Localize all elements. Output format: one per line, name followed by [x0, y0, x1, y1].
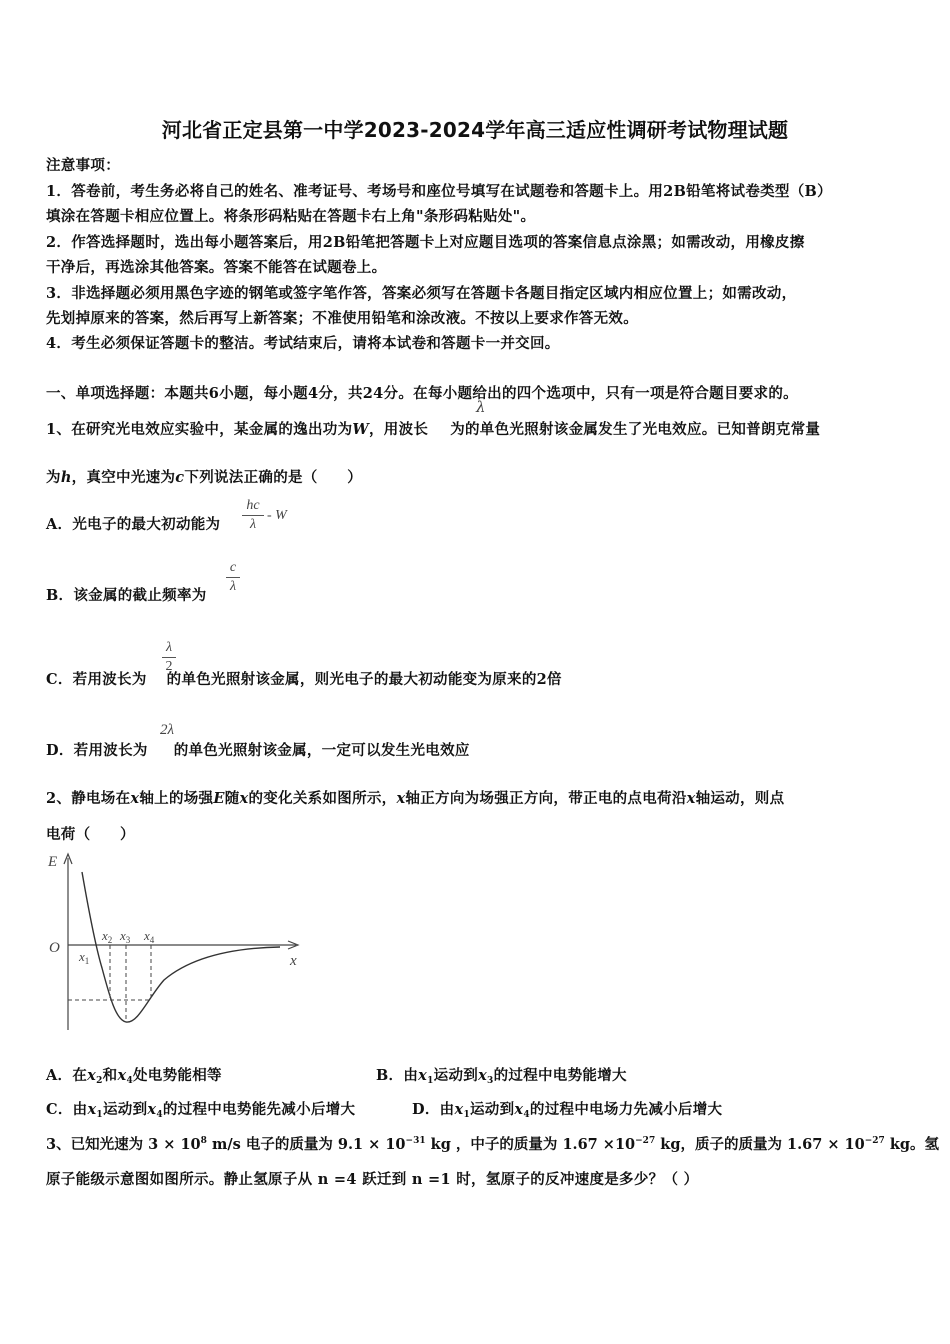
- label-x1: $x_1$: [79, 949, 90, 966]
- q2-stem-line1: 2、静电场在x轴上的场强E随x的变化关系如图所示，x轴正方向为场强正方向，带正电的点电荷沿x轴运动，则点: [46, 790, 785, 807]
- e-field-graph: [40, 848, 310, 1038]
- label-x2: $x_2$: [102, 928, 113, 945]
- q2-option-b: B．由$x_1$运动到$x_3$的过程中电势能增大: [376, 1067, 627, 1086]
- q3-stem-line1: 3、已知光速为 $3 \times 10^8$ m/s 电子的质量为 $9.1 \times 10^{-31}$ kg ，中子的质量为 $1.67 \times 10^{-27}$ kg，质子的质量为 $1.67 \times 10^{-27}$ kg。氢: [46, 1136, 940, 1153]
- label-x: x: [290, 953, 297, 969]
- notice-heading: 注意事项：: [46, 157, 120, 174]
- label-x4: $x_4$: [144, 928, 155, 945]
- notice-line: 3．非选择题必须用黑色字迹的钢笔或签字笔作答，答案必须写在答题卡各题目指定区域内相应位置上；如需改动，: [46, 285, 797, 302]
- notice-line: 干净后，再选涂其他答案。答案不能答在试题卷上。: [46, 259, 387, 276]
- q3-stem-line2: 原子能级示意图如图所示。静止氢原子从 n =4 跃迁到 n =1 时，氢原子的反冲速度是多少？（ ）: [46, 1171, 699, 1188]
- label-E: E: [48, 854, 58, 870]
- fraction: c λ: [226, 560, 240, 595]
- q2-option-a: A．在$x_2$和$x_4$处电势能相等: [46, 1067, 222, 1086]
- notice-line: 2．作答选择题时，选出每小题答案后，用2B铅笔把答题卡上对应题目选项的答案信息点涂黑；如需改动，用橡皮擦: [46, 234, 805, 251]
- q1-option-d: D．若用波长为 的单色光照射该金属，一定可以发生光电效应: [46, 742, 470, 759]
- q1-stem-line1: 1、在研究光电效应实验中，某金属的逸出功为W，用波长 为的单色光照射该金属发生了光电效应。已知普朗克常量: [46, 421, 821, 438]
- notice-line: 1．答卷前，考生务必将自己的姓名、准考证号、考场号和座位号填写在试题卷和答题卡上。用2B铅笔将试卷类型（B）: [46, 183, 832, 200]
- fraction: λ 2: [162, 640, 176, 675]
- section-heading: 一、单项选择题：本题共6小题，每小题4分，共24分。在每小题给出的四个选项中，只有一项是符合题目要求的。: [46, 385, 798, 402]
- notice-line: 填涂在答题卡相应位置上。将条形码粘贴在答题卡右上角"条形码粘贴处"。: [46, 208, 536, 225]
- q1-option-a: A．光电子的最大初动能为: [46, 516, 221, 533]
- fraction: hc λ: [242, 498, 264, 533]
- notice-line: 先划掉原来的答案，然后再写上新答案；不准使用铅笔和涂改液。不按以上要求作答无效。: [46, 310, 638, 327]
- q2-stem-line2: 电荷（ ）: [46, 826, 135, 843]
- two-lambda: 2λ: [160, 722, 174, 738]
- notice-line: 4．考生必须保证答题卡的整洁。考试结束后，请将本试卷和答题卡一并交回。: [46, 335, 560, 352]
- lambda-symbol: λ: [476, 398, 486, 416]
- label-x3: $x_3$: [120, 928, 131, 945]
- label-O: O: [49, 940, 60, 956]
- q1-option-b: B．该金属的截止频率为: [46, 587, 207, 604]
- minus-w: - W: [267, 508, 287, 523]
- q1-option-c: C．若用波长为 的单色光照射该金属，则光电子的最大初动能变为原来的2倍: [46, 671, 562, 688]
- q2-option-d: D．由$x_1$运动到$x_4$的过程中电场力先减小后增大: [412, 1101, 723, 1120]
- q1-stem-line2: 为h，真空中光速为c下列说法正确的是（ ）: [46, 469, 363, 486]
- q2-option-c: C．由$x_1$运动到$x_4$的过程中电势能先减小后增大: [46, 1101, 356, 1120]
- page-title: 河北省正定县第一中学2023-2024学年高三适应性调研考试物理试题: [161, 118, 789, 142]
